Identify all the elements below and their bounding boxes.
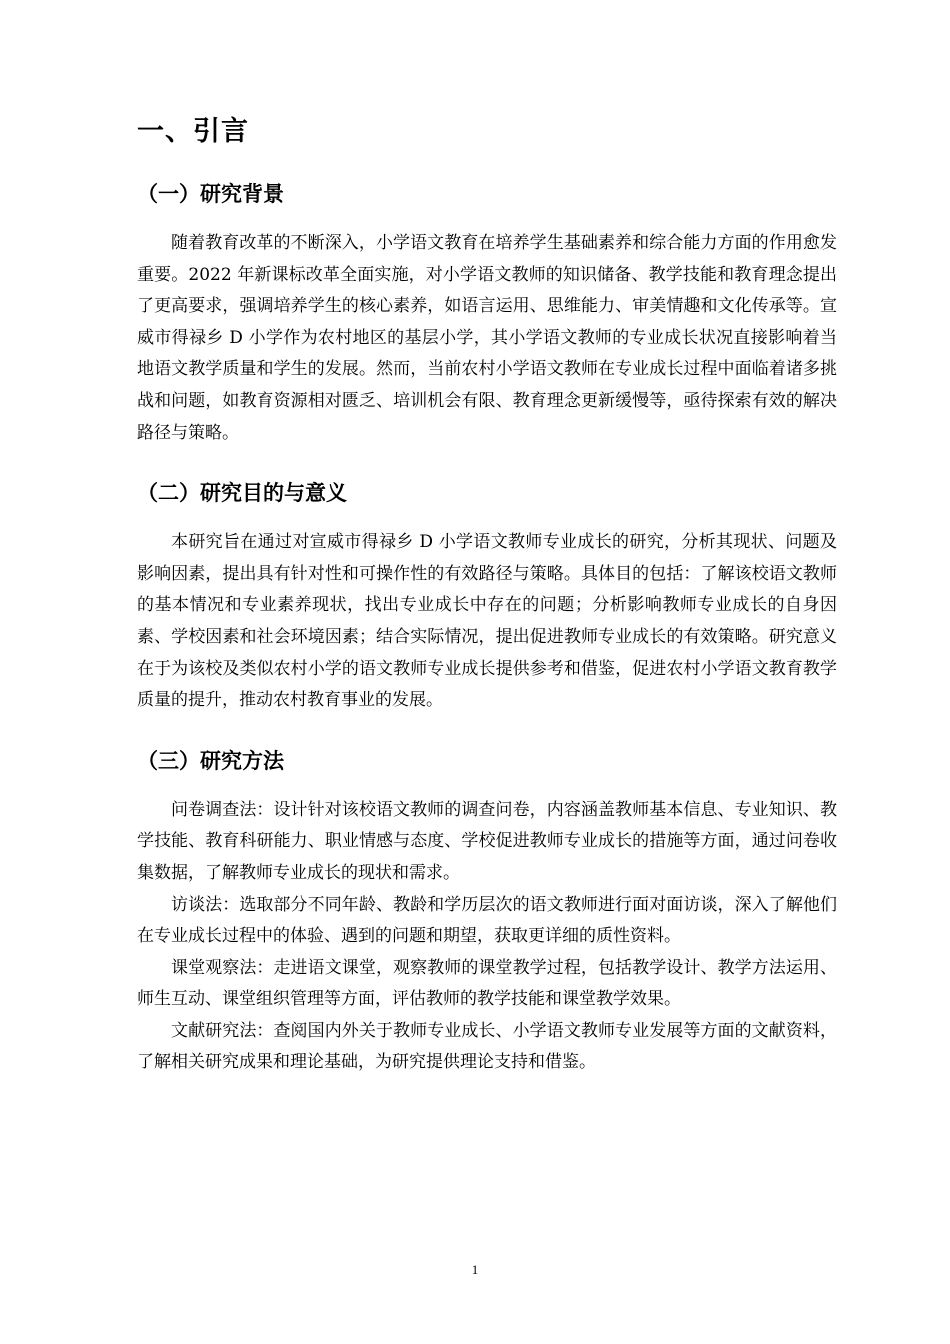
- page-number: 1: [471, 1262, 479, 1277]
- section-research-background: [137, 178, 837, 449]
- paragraph: 课堂观察法：走进语文课堂，观察教师的课堂教学过程，包括教学设计、教学方法运用、师生互动、课堂组织管理等方面，评估教师的教学技能和课堂教学效果。: [137, 957, 837, 1010]
- section-title: （二）研究目的与意义: [137, 481, 347, 506]
- paragraph: 问卷调查法：设计针对该校语文教师的调查问卷，内容涵盖教师基本信息、专业知识、教学技能、教育科研能力、职业情感与态度、学校促进教师专业成长的措施等方面，通过问卷收集数据，了解教师专业成长的现状和需求。: [137, 799, 837, 883]
- page-content: [137, 112, 837, 1107]
- section-title: （三）研究方法: [137, 748, 284, 773]
- paragraph: 文献研究法：查阅国内外关于教师专业成长、小学语文教师专业发展等方面的文献资料，了解相关研究成果和理论基础，为研究提供理论支持和借鉴。: [137, 1020, 837, 1073]
- section-research-purpose: [137, 477, 837, 717]
- paragraph: 访谈法：选取部分不同年龄、教龄和学历层次的语文教师进行面对面访谈，深入了解他们在专业成长过程中的体验、遇到的问题和期望，获取更详细的质性资料。: [137, 894, 837, 947]
- section-title: （一）研究背景: [137, 182, 284, 206]
- paragraph: 本研究旨在通过对宣威市得禄乡 D 小学语文教师专业成长的研究，分析其现状、问题及影响因素，提出具有针对性和可操作性的有效路径与策略。具体目的包括：了解该校语文教师的基本情况和专业素养现状，找出专业成长中存在的问题；分析影响教师专业成长的自身因素、学校因素和社会环境因素；结合实际情况，提出促进教师专业成长的有效策略。研究意义在于为该校及类似农村小学的语文教师专业成长提供参考和借鉴，促进农村小学语文教育教学质量的提升，推动农村教育事业的发展。: [137, 532, 837, 711]
- paragraph: 随着教育改革的不断深入，小学语文教育在培养学生基础素养和综合能力方面的作用愈发重要。2022 年新课标改革全面实施，对小学语文教师的知识储备、教学技能和教育理念提出了更高要求，强调培养学生的核心素养，如语言运用、思维能力、审美情趣和文化传承等。宣威市得禄乡 D 小学作为农村地区的基层小学，其小学语文教师的专业成长状况直接影响着当地语文教学质量和学生的发展。然而，当前农村小学语文教师在专业成长过程中面临着诸多挑战和问题，如教育资源相对匮乏、培训机会有限、教育理念更新缓慢等，亟待探索有效的解决路径与策略。: [137, 233, 837, 443]
- chapter-heading: 一、引言: [137, 116, 249, 147]
- section-research-methods: [137, 745, 837, 1079]
